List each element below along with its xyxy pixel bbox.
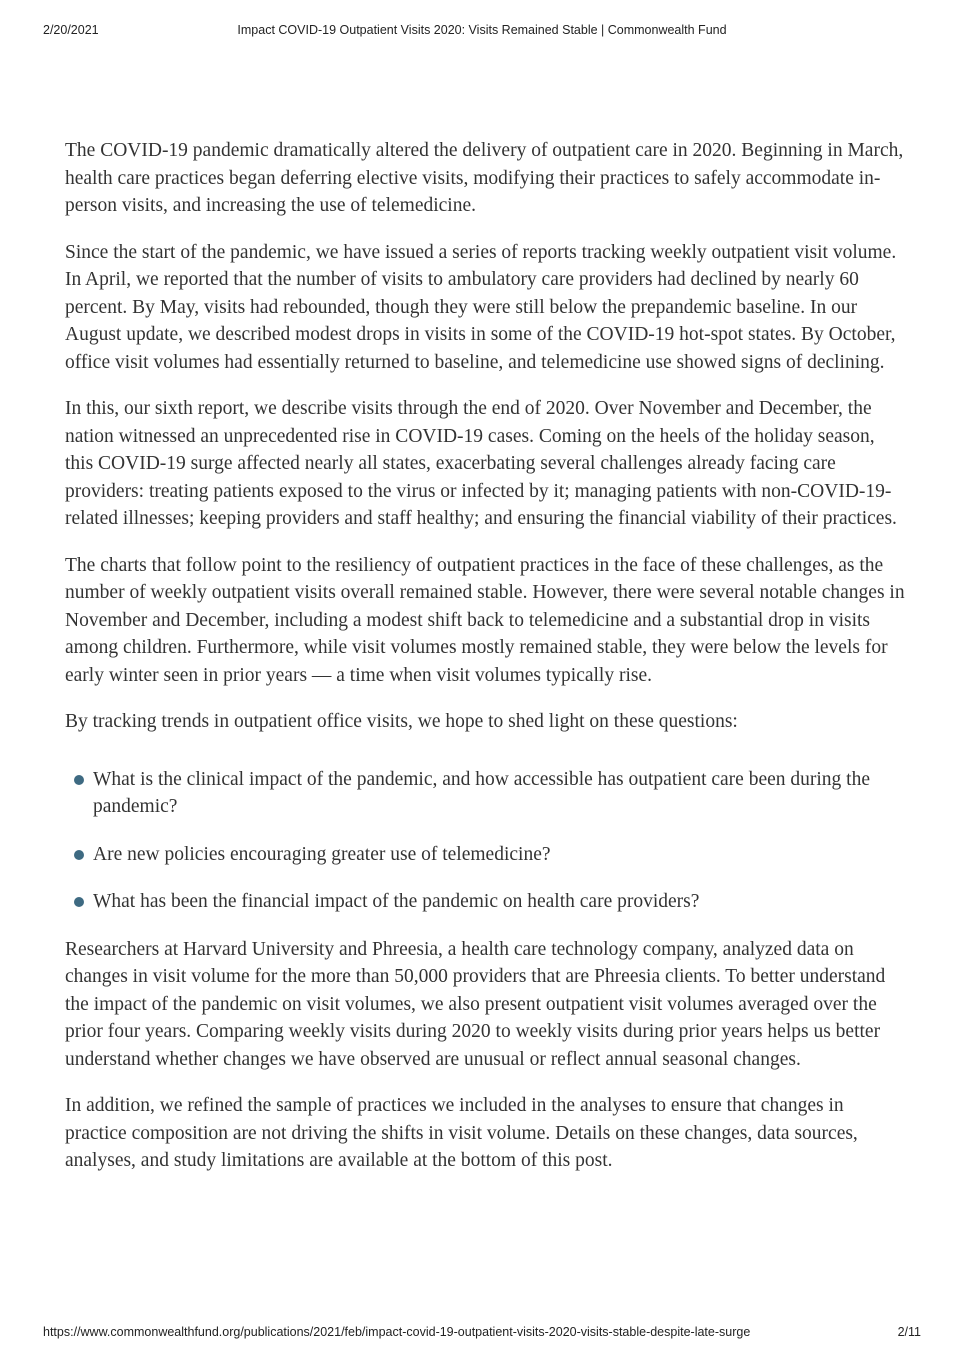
bullet-dot-icon [74,850,84,860]
article-paragraph: In this, our sixth report, we describe visits through the end of 2020. Over November and December, the nation witnessed an unprecedented rise in COVID-19 cases. Coming on the heels of the holiday season, this COVID-19 surge affected nearly all states, exacerbating several challenges already facing care providers: treating patients exposed to the virus or infected by it; managing patients with non-COVID-19-related illnesses; keeping providers and staff healthy; and ensuring the financial viability of their practices. [65,398,897,529]
page-title: Impact COVID-19 Outpatient Visits 2020: Visits Remained Stable | Commonwealth Fund [237,23,727,37]
page-url: https://www.commonwealthfund.org/publications/2021/feb/impact-covid-19-outpatient-visits-2020-visits-stable-despite-late-surge [43,1325,751,1339]
bullet-dot-icon [74,897,84,907]
list-item-text: Are new policies encouraging greater use of telemedicine? [93,843,551,865]
list-item [65,888,907,916]
print-footer [0,1325,964,1343]
questions-list [65,766,907,916]
page-number: 2/11 [897,1325,921,1339]
article-paragraph: The charts that follow point to the resiliency of outpatient practices in the face of these challenges, as the number of weekly outpatient visits overall remained stable. However, there were several notable changes in November and December, including a modest shift back to telemedicine and a substantial drop in visits among children. Furthermore, while visit volumes mostly remained stable, they were below the levels for early winter seen in prior years — a time when visit volumes typically rise. [65,554,905,686]
article-body [65,137,907,1194]
article-paragraph: Researchers at Harvard University and Phreesia, a health care technology company, analyzed data on changes in visit volume for the more than 50,000 providers that are Phreesia clients. To better understand the impact of the pandemic on visit volumes, we also present outpatient visit volumes averaged over the prior four years. Comparing weekly visits during 2020 to weekly visits during prior years helps us better understand whether changes we have observed are unusual or reflect annual seasonal changes. [65,938,886,1070]
print-date: 2/20/2021 [43,23,99,37]
list-item-text: What has been the financial impact of the pandemic on health care providers? [93,891,700,912]
article-paragraph: By tracking trends in outpatient office visits, we hope to shed light on these questions: [65,711,738,732]
article-paragraph: In addition, we refined the sample of practices we included in the analyses to ensure that changes in practice composition are not driving the shifts in visit volume. Details on these changes, data sources, analyses, and study limitations are available at the bottom of this post. [65,1095,858,1171]
print-header [0,23,964,41]
article-paragraph: The COVID-19 pandemic dramatically altered the delivery of outpatient care in 2020. Beginning in March, health care practices began deferring elective visits, modifying their practices to safely accommodate in-person visits, and increasing the use of telemedicine. [65,140,904,216]
list-item [65,841,907,869]
list-item [65,766,907,821]
list-item-text: What is the clinical impact of the pandemic, and how accessible has outpatient care been during the pandemic? [93,768,871,817]
bullet-dot-icon [74,775,84,785]
article-paragraph: Since the start of the pandemic, we have issued a series of reports tracking weekly outpatient visit volume. In April, we reported that the number of visits to ambulatory care providers had declined by nearly 60 percent. By May, visits had rebounded, though they were still below the prepandemic baseline. In our August update, we described modest drops in visits in some of the COVID-19 hot-spot states. By October, office visit volumes had essentially returned to baseline, and telemedicine use showed signs of declining. [65,241,897,373]
